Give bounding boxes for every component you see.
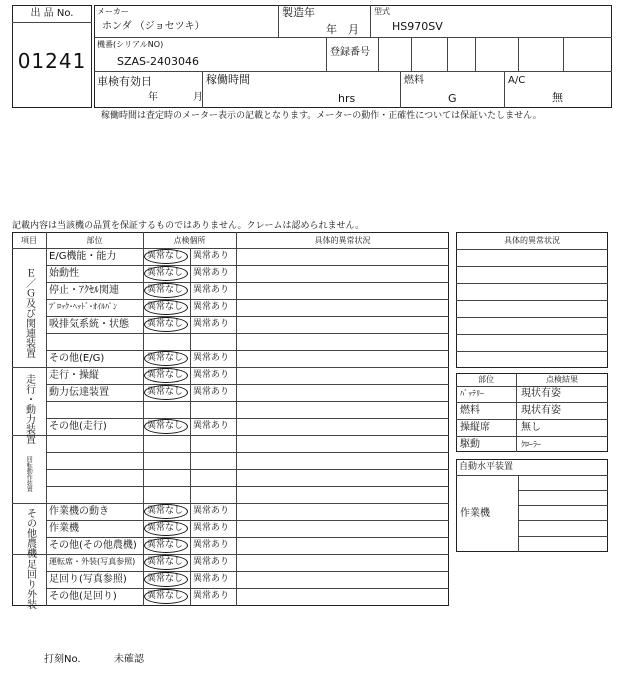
lot-label: 出 品 No.	[30, 8, 74, 19]
ng-check: 異常あり	[193, 251, 230, 261]
part-label: その他(足回り)	[49, 591, 117, 602]
detail-row-line	[456, 351, 608, 352]
results-result-header: 点検結果	[546, 375, 578, 384]
detail-row-line	[456, 334, 608, 335]
item-header: 項目	[21, 236, 37, 245]
part-label: 吸排気系統・状態	[49, 319, 129, 330]
ok-check: 異常なし	[147, 319, 184, 329]
results-part-header: 部位	[478, 375, 494, 384]
ng-check: 異常あり	[193, 591, 230, 601]
work-line-5	[518, 536, 608, 537]
row-divider	[46, 299, 449, 300]
header-v-8	[518, 37, 519, 71]
header-v-4	[378, 37, 379, 71]
maker-value: ホンダ （ジョセツキ）	[102, 21, 205, 32]
header-v-1	[278, 5, 279, 37]
work-label: 作業機	[460, 508, 490, 519]
ok-circle	[144, 521, 188, 536]
maker-label: メーカー	[97, 7, 129, 16]
header-v-7	[475, 37, 476, 71]
detail-row-line	[456, 317, 608, 318]
row-divider	[46, 469, 449, 470]
stamp-label: 打刻No.	[44, 654, 81, 665]
header-v-2	[370, 5, 371, 37]
ng-check: 異常あり	[193, 285, 230, 295]
ok-check: 異常なし	[147, 523, 184, 533]
results-value: 現状有姿	[521, 405, 561, 416]
ng-check: 異常あり	[193, 506, 230, 516]
ng-check: 異常あり	[193, 268, 230, 278]
inspection-label: 車検有効日	[97, 75, 152, 88]
ok-circle	[144, 419, 188, 434]
part-header: 部位	[86, 236, 103, 245]
results-line-4	[456, 436, 608, 437]
ok-check: 異常なし	[147, 591, 184, 601]
group-label-other: その他農機	[24, 508, 36, 558]
item-col-line	[46, 232, 47, 606]
hours-note: 稼働時間は査定時のメーター表示の記載となります。メーターの動作・正確性については保証いたしません。	[101, 111, 542, 121]
point-col-line	[236, 232, 237, 606]
row-divider	[46, 452, 449, 453]
ok-check: 異常なし	[147, 302, 184, 312]
ng-check: 異常あり	[193, 523, 230, 533]
auto-level-label: 自動水平装置	[459, 462, 514, 472]
row-divider	[12, 435, 449, 436]
ok-circle	[144, 368, 188, 383]
detail-row-line	[456, 266, 608, 267]
ok-circle	[144, 385, 188, 400]
fuel-label: 燃料	[404, 75, 424, 86]
header-v-3	[326, 37, 327, 71]
results-value: 現状有姿	[521, 388, 561, 399]
results-col-line	[516, 373, 517, 452]
model-value: HS970SV	[392, 20, 443, 33]
ac-label: A/C	[508, 75, 526, 86]
hours-label: 稼働時間	[206, 73, 250, 86]
part-label: その他(走行)	[49, 421, 107, 432]
ok-col-line	[190, 248, 191, 606]
row-divider	[46, 384, 449, 385]
results-part: 駆動	[460, 439, 480, 450]
detail-row-line	[456, 300, 608, 301]
results-value: 無し	[521, 422, 541, 433]
hours-unit: hrs	[338, 92, 356, 105]
ok-circle	[144, 572, 188, 587]
row-divider	[46, 333, 449, 334]
ok-check: 異常なし	[147, 574, 184, 584]
group-label-drive: 走行・動力装置	[23, 374, 35, 444]
part-label: 作業機の動き	[49, 506, 109, 517]
year-label: 製造年	[282, 6, 315, 19]
work-line-4	[518, 520, 608, 521]
header-row-line-2	[94, 71, 612, 72]
part-label: 始動性	[49, 268, 79, 279]
ok-check: 異常なし	[147, 285, 184, 295]
inspection-year: 年	[148, 92, 158, 103]
results-part: 操縦席	[460, 422, 490, 433]
header-v-6	[447, 37, 448, 71]
header-row-line-1	[94, 37, 612, 38]
ng-check: 異常あり	[193, 353, 230, 363]
ng-check: 異常あり	[193, 302, 230, 312]
inspection-header-line	[12, 248, 449, 249]
row-divider	[46, 537, 449, 538]
group-label-undercarriage: 足回り外装	[24, 559, 36, 609]
row-divider	[12, 503, 449, 504]
header-v-5	[411, 37, 412, 71]
part-label: 停止・ｱｸｾﾙ関連	[49, 285, 119, 296]
ok-circle	[144, 317, 188, 332]
lot-divider	[12, 22, 92, 23]
group-label-rotation: 回転動作装置	[25, 456, 33, 492]
work-col-line	[518, 475, 519, 552]
ok-circle	[144, 589, 188, 604]
serial-label: 機番(シリアルNO)	[97, 40, 164, 49]
row-divider	[12, 367, 449, 368]
results-part: ﾊﾞｯﾃﾘｰ	[460, 389, 484, 398]
header-v-11	[400, 71, 401, 108]
ng-check: 異常あり	[193, 574, 230, 584]
row-divider	[46, 588, 449, 589]
row-divider	[46, 486, 449, 487]
registration-label: 登録番号	[330, 47, 370, 58]
results-part: 燃料	[460, 405, 480, 416]
row-divider	[46, 265, 449, 266]
ok-check: 異常なし	[147, 370, 184, 380]
detail-row-line	[456, 283, 608, 284]
part-label: その他(その他農機)	[49, 540, 137, 551]
part-label: 足回り(写真参照)	[49, 574, 127, 585]
ok-check: 異常なし	[147, 251, 184, 261]
ok-check: 異常なし	[147, 557, 184, 567]
row-divider	[46, 520, 449, 521]
row-divider	[12, 554, 449, 555]
row-divider	[46, 418, 449, 419]
work-line-1	[456, 475, 608, 476]
year-unit: 年 月	[326, 23, 359, 36]
part-label: E/G機能・能力	[49, 251, 117, 262]
results-line-2	[456, 402, 608, 403]
ok-circle	[144, 283, 188, 298]
serial-value: SZAS-2403046	[117, 55, 199, 68]
detail-row-line	[456, 249, 608, 250]
ok-circle	[144, 538, 188, 553]
row-divider	[46, 350, 449, 351]
work-line-2	[518, 490, 608, 491]
ok-circle	[144, 249, 188, 264]
ng-check: 異常あり	[193, 421, 230, 431]
row-divider	[46, 282, 449, 283]
row-divider	[46, 571, 449, 572]
part-label: 走行・操縦	[49, 370, 99, 381]
part-label: 作業機	[49, 523, 79, 534]
disclaimer: 記載内容は当該機の品質を保証するものではありません。クレームは認められません。	[12, 221, 365, 231]
ng-check: 異常あり	[193, 387, 230, 397]
row-divider	[46, 401, 449, 402]
ng-check: 異常あり	[193, 557, 230, 567]
ok-circle	[144, 504, 188, 519]
results-value: ｸﾛｰﾗｰ	[521, 440, 541, 449]
header-v-9	[563, 37, 564, 71]
ng-check: 異常あり	[193, 370, 230, 380]
model-label: 型式	[374, 7, 390, 16]
results-line-1	[456, 386, 608, 387]
ng-check: 異常あり	[193, 319, 230, 329]
part-label: その他(E/G)	[49, 353, 105, 364]
ok-circle	[144, 300, 188, 315]
inspection-month: 月	[193, 92, 203, 103]
ng-check: 異常あり	[193, 540, 230, 550]
row-divider	[46, 316, 449, 317]
ok-check: 異常なし	[147, 540, 184, 550]
ok-check: 異常なし	[147, 353, 184, 363]
part-label: 運転席・外装(写真参照)	[49, 557, 136, 566]
group-label-eg: Ｅ／Ｇ及び関連装置	[23, 268, 35, 358]
ok-check: 異常なし	[147, 387, 184, 397]
ok-check: 異常なし	[147, 506, 184, 516]
part-label: ﾌﾞﾛｯｸ･ﾍｯﾄﾞ･ｵｲﾙﾊﾟﾝ	[49, 302, 117, 311]
fuel-value: G	[448, 92, 457, 105]
header-v-12	[504, 71, 505, 108]
detail-header: 具体的異常状況	[314, 236, 371, 245]
ok-circle	[144, 351, 188, 366]
results-line-3	[456, 419, 608, 420]
part-label: 動力伝達装置	[49, 387, 109, 398]
lot-number: 01241	[17, 49, 87, 73]
stamp-value: 未確認	[114, 654, 144, 665]
ok-check: 異常なし	[147, 421, 184, 431]
right-detail-header: 具体的異常状況	[504, 236, 560, 245]
point-header: 点検個所	[173, 236, 206, 245]
ok-circle	[144, 266, 188, 281]
work-line-3	[518, 505, 608, 506]
ac-value: 無	[552, 91, 563, 104]
ok-circle	[144, 555, 188, 570]
ok-check: 異常なし	[147, 268, 184, 278]
